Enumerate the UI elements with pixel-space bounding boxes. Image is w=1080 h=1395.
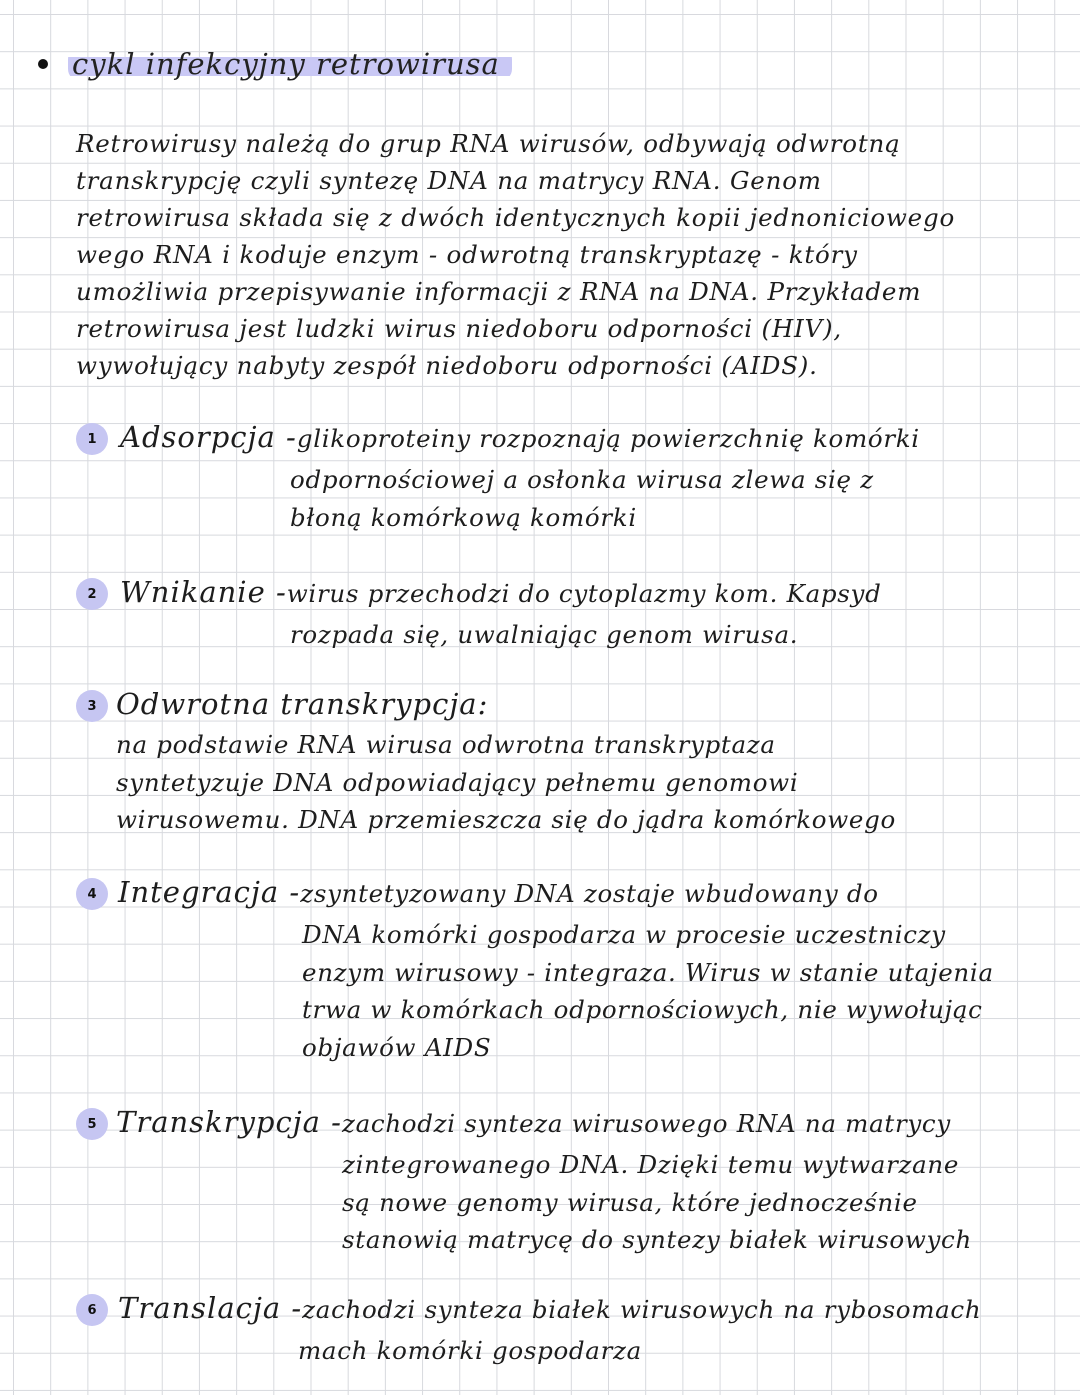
step-first-line: zsyntetyzowany DNA zostaje wbudowany do	[300, 879, 879, 908]
step-line: mach komórki gospodarza	[298, 1336, 642, 1365]
step-continuation	[342, 1146, 972, 1259]
step-first-line: zachodzi synteza białek wirusowych na rybosomach	[302, 1295, 982, 1324]
intro-line: retrowirusa jest ludzki wirus niedoboru odporności (HIV),	[76, 314, 842, 343]
step-term: Translacja -	[118, 1291, 303, 1325]
step-continuation	[302, 916, 994, 1066]
step-heading	[116, 1102, 951, 1142]
step-term: Adsorpcja -	[120, 420, 297, 454]
step-line: odpornościowej a osłonka wirusa zlewa się z	[290, 465, 874, 494]
intro-line: umożliwia przepisywanie informacji z RNA na DNA. Przykładem	[76, 277, 922, 306]
step-line: stanowią matrycę do syntezy białek wirusowych	[342, 1225, 972, 1254]
step-number-badge: 2	[76, 578, 108, 610]
step-line: są nowe genomy wirusa, które jednocześnie	[342, 1187, 918, 1217]
step-line: syntetyzuje DNA odpowiadający pełnemu genomowi	[116, 767, 799, 797]
step-continuation	[290, 461, 874, 536]
step-continuation	[290, 616, 798, 654]
step-first-line: zachodzi synteza wirusowego RNA na matrycy	[341, 1109, 951, 1138]
step-number-badge: 1	[76, 423, 108, 455]
step-number-badge: 4	[76, 878, 108, 910]
step-continuation	[298, 1332, 642, 1370]
title-row	[38, 42, 512, 86]
step-heading	[120, 572, 881, 612]
step-first-line: wirus przechodzi do cytoplazmy kom. Kapsyd	[286, 579, 882, 608]
step-first-line: glikoproteiny rozpoznają powierzchnię komórki	[296, 424, 920, 453]
intro-line: retrowirusa składa się z dwóch identycznych kopii jednoniciowego	[76, 203, 956, 232]
step-number-badge: 3	[76, 690, 108, 722]
page-title: cykl infekcyjny retrowirusa	[68, 47, 512, 81]
step-line: na podstawie RNA wirusa odwrotna transkryptaza	[116, 730, 776, 759]
step-number-badge: 6	[76, 1294, 108, 1326]
intro-paragraph	[76, 125, 1036, 384]
step-term: Transkrypcja -	[116, 1105, 342, 1139]
step-line: objawów AIDS	[302, 1032, 492, 1062]
step-line: wirusowemu. DNA przemieszcza się do jądra komórkowego	[116, 805, 896, 834]
step-line: zintegrowanego DNA. Dzięki temu wytwarzane	[342, 1150, 960, 1179]
step-line: DNA komórki gospodarza w procesie uczestniczy	[302, 920, 946, 949]
intro-line: Retrowirusy należą do grup RNA wirusów, odbywają odwrotną	[76, 129, 901, 158]
step-term: Integracja -	[118, 875, 301, 909]
step-term: Wnikanie -	[120, 575, 287, 609]
step-heading	[116, 684, 488, 724]
bullet-icon	[38, 59, 48, 69]
step-heading	[118, 872, 879, 912]
step-number-badge: 5	[76, 1108, 108, 1140]
step-heading	[118, 1288, 981, 1328]
intro-line: wywołujący nabyty zespół niedoboru odporności (AIDS).	[76, 351, 818, 380]
step-heading	[120, 417, 920, 457]
step-line: enzym wirusowy - integraza. Wirus w stanie utajenia	[302, 957, 994, 987]
step-continuation	[116, 726, 896, 839]
step-line: rozpada się, uwalniając genom wirusa.	[290, 620, 799, 649]
step-term: Odwrotna transkrypcja:	[116, 687, 489, 721]
step-line: trwa w komórkach odpornościowych, nie wywołując	[302, 995, 983, 1024]
intro-line: wego RNA i koduje enzym - odwrotną transkryptazę - który	[76, 240, 858, 269]
intro-line: transkrypcję czyli syntezę DNA na matrycy RNA. Genom	[76, 166, 822, 195]
step-line: błoną komórkową komórki	[290, 502, 637, 532]
